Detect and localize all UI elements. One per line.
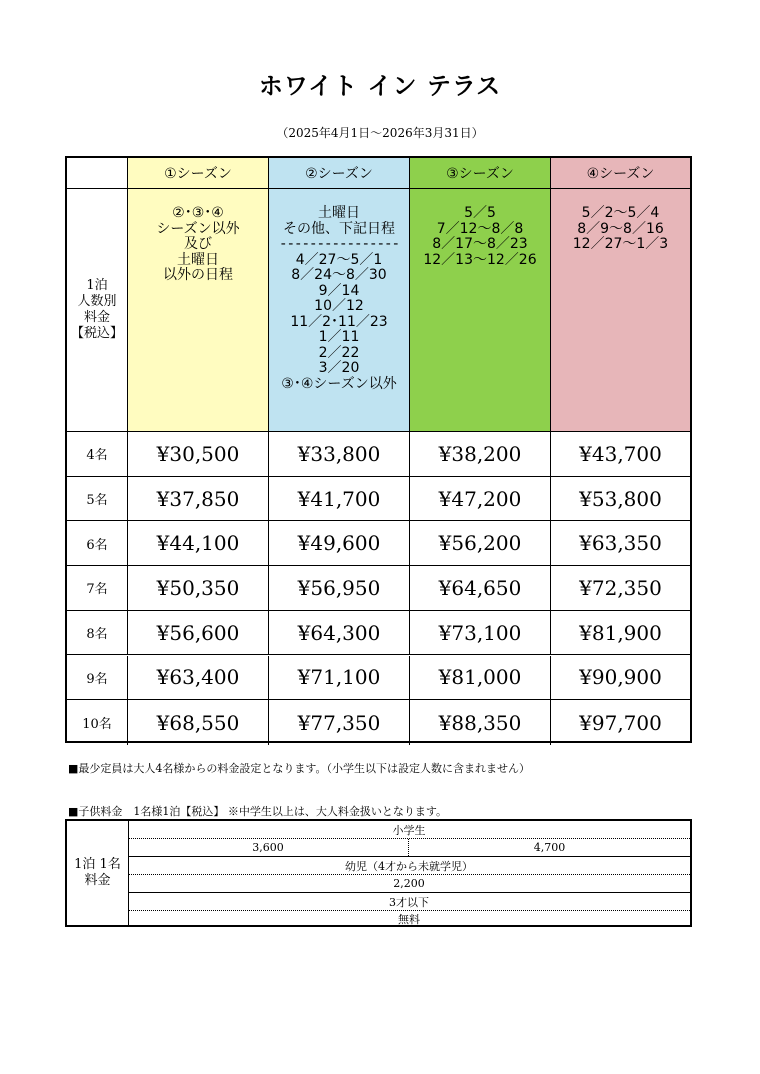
date-line: ③･④シーズン以外 [281, 375, 397, 392]
elementary-prices-row [128, 839, 690, 857]
child-label-line: 1泊 1名 [74, 857, 121, 872]
date-line: 及び [184, 236, 212, 252]
guest-count: 4名 [67, 432, 128, 477]
header-season-4: ④シーズン [551, 158, 690, 189]
price-season-2: ¥71,100 [269, 656, 410, 701]
price-season-1: ¥30,500 [128, 432, 269, 477]
price-season-1: ¥37,850 [128, 477, 269, 522]
dashed-divider: - - - - - - - - - - - - - - - - [280, 236, 398, 252]
row-label [67, 189, 128, 432]
header-corner [67, 158, 128, 189]
season-2-dates [269, 189, 410, 432]
date-line: 3／20 [318, 360, 360, 376]
date-line: 土曜日 [177, 251, 219, 268]
season-1-dates [128, 189, 269, 432]
date-line: 12／13～12／26 [423, 251, 537, 268]
price-season-3: ¥88,350 [410, 700, 551, 745]
price-season-4: ¥53,800 [551, 477, 690, 522]
elementary-header: 小学生 [128, 821, 690, 839]
date-line: 8／9～8／16 [577, 220, 664, 237]
price-season-4: ¥43,700 [551, 432, 690, 477]
guest-count: 10名 [67, 700, 128, 745]
price-season-3: ¥64,650 [410, 566, 551, 611]
price-season-1: ¥50,350 [128, 566, 269, 611]
date-line: 1／11 [318, 329, 360, 345]
price-season-4: ¥72,350 [551, 566, 690, 611]
price-season-4: ¥97,700 [579, 710, 662, 735]
season-3-dates [410, 189, 551, 432]
elementary-price-2: 4,700 [533, 841, 566, 854]
date-line: 9／14 [318, 282, 360, 299]
row-label-line: 料金 [83, 310, 110, 325]
price-season-1: ¥68,550 [128, 700, 269, 745]
price-season-1: ¥63,400 [128, 656, 269, 701]
price-season-3: ¥81,000 [410, 656, 551, 701]
date-line: 8／17～8／23 [432, 236, 528, 252]
price-season-4: ¥63,350 [551, 521, 690, 566]
price-season-3: ¥56,200 [410, 521, 551, 566]
price-season-2: ¥49,600 [269, 521, 410, 566]
header-season-3: ③シーズン [410, 158, 551, 189]
elementary-price-1: 3,600 [128, 839, 409, 856]
child-label-line: 料金 [84, 873, 111, 888]
rate-table [65, 156, 692, 743]
infant-header: 幼児（4才から未就学児） [128, 857, 690, 875]
row-label-line: 1泊 [86, 278, 108, 293]
date-line: 4／27～5／1 [295, 251, 383, 268]
price-season-2: ¥41,700 [269, 477, 410, 522]
minimum-occupancy-note: ■最少定員は大人4名様からの料金設定となります。（小学生以下は設定人数に含まれません） [68, 762, 531, 775]
date-line: ②･③･④ [172, 205, 224, 221]
validity-period: （2025年4月1日～2026年3月31日） [276, 126, 484, 140]
price-season-2: ¥77,350 [269, 700, 410, 745]
guest-count: 7名 [67, 566, 128, 611]
page-title: ホワイト イン テラス [258, 72, 502, 100]
date-line: その他、下記日程 [283, 220, 395, 237]
guest-count: 9名 [67, 656, 128, 701]
date-line: 8／24～8／30 [291, 267, 387, 283]
date-line: 2／22 [318, 344, 360, 361]
price-season-3: ¥73,100 [410, 611, 551, 656]
date-line: 7／12～8／8 [436, 220, 524, 237]
guest-count: 8名 [67, 611, 128, 656]
date-line: 以外の日程 [163, 267, 233, 283]
price-season-2: ¥64,300 [269, 611, 410, 656]
date-line: 11／2･11／23 [290, 313, 388, 330]
date-line: 5／5 [464, 205, 496, 221]
price-season-4: ¥81,900 [551, 611, 690, 656]
child-row-label [67, 821, 129, 925]
date-line: 5／2～5／4 [581, 205, 660, 221]
price-season-1: ¥44,100 [128, 521, 269, 566]
price-season-3: ¥38,200 [410, 432, 551, 477]
date-line: シーズン以外 [156, 220, 240, 237]
header-season-1: ①シーズン [128, 158, 269, 189]
header-season-2: ②シーズン [269, 158, 410, 189]
toddler-header: 3才以下 [128, 893, 690, 911]
guest-count: 5名 [67, 477, 128, 522]
guest-count: 6名 [67, 521, 128, 566]
date-line: 12／27～1／3 [572, 236, 669, 252]
price-season-4: ¥90,900 [551, 656, 690, 701]
toddler-price: 無料 [398, 912, 420, 926]
price-season-2: ¥33,800 [269, 432, 410, 477]
infant-price: 2,200 [128, 875, 690, 893]
row-label-line: 人数別 [77, 294, 117, 309]
price-season-3: ¥47,200 [410, 477, 551, 522]
season-4-dates [551, 189, 690, 432]
date-line: 10／12 [314, 298, 364, 314]
price-season-1: ¥56,600 [128, 611, 269, 656]
child-rate-note: ■子供料金 1名様1泊【税込】 ※中学生以上は、大人料金扱いとなります。 [68, 805, 448, 818]
date-line: 土曜日 [318, 205, 360, 221]
price-season-2: ¥56,950 [269, 566, 410, 611]
child-rate-table [65, 819, 692, 927]
row-label-line: 【税込】 [70, 326, 123, 341]
